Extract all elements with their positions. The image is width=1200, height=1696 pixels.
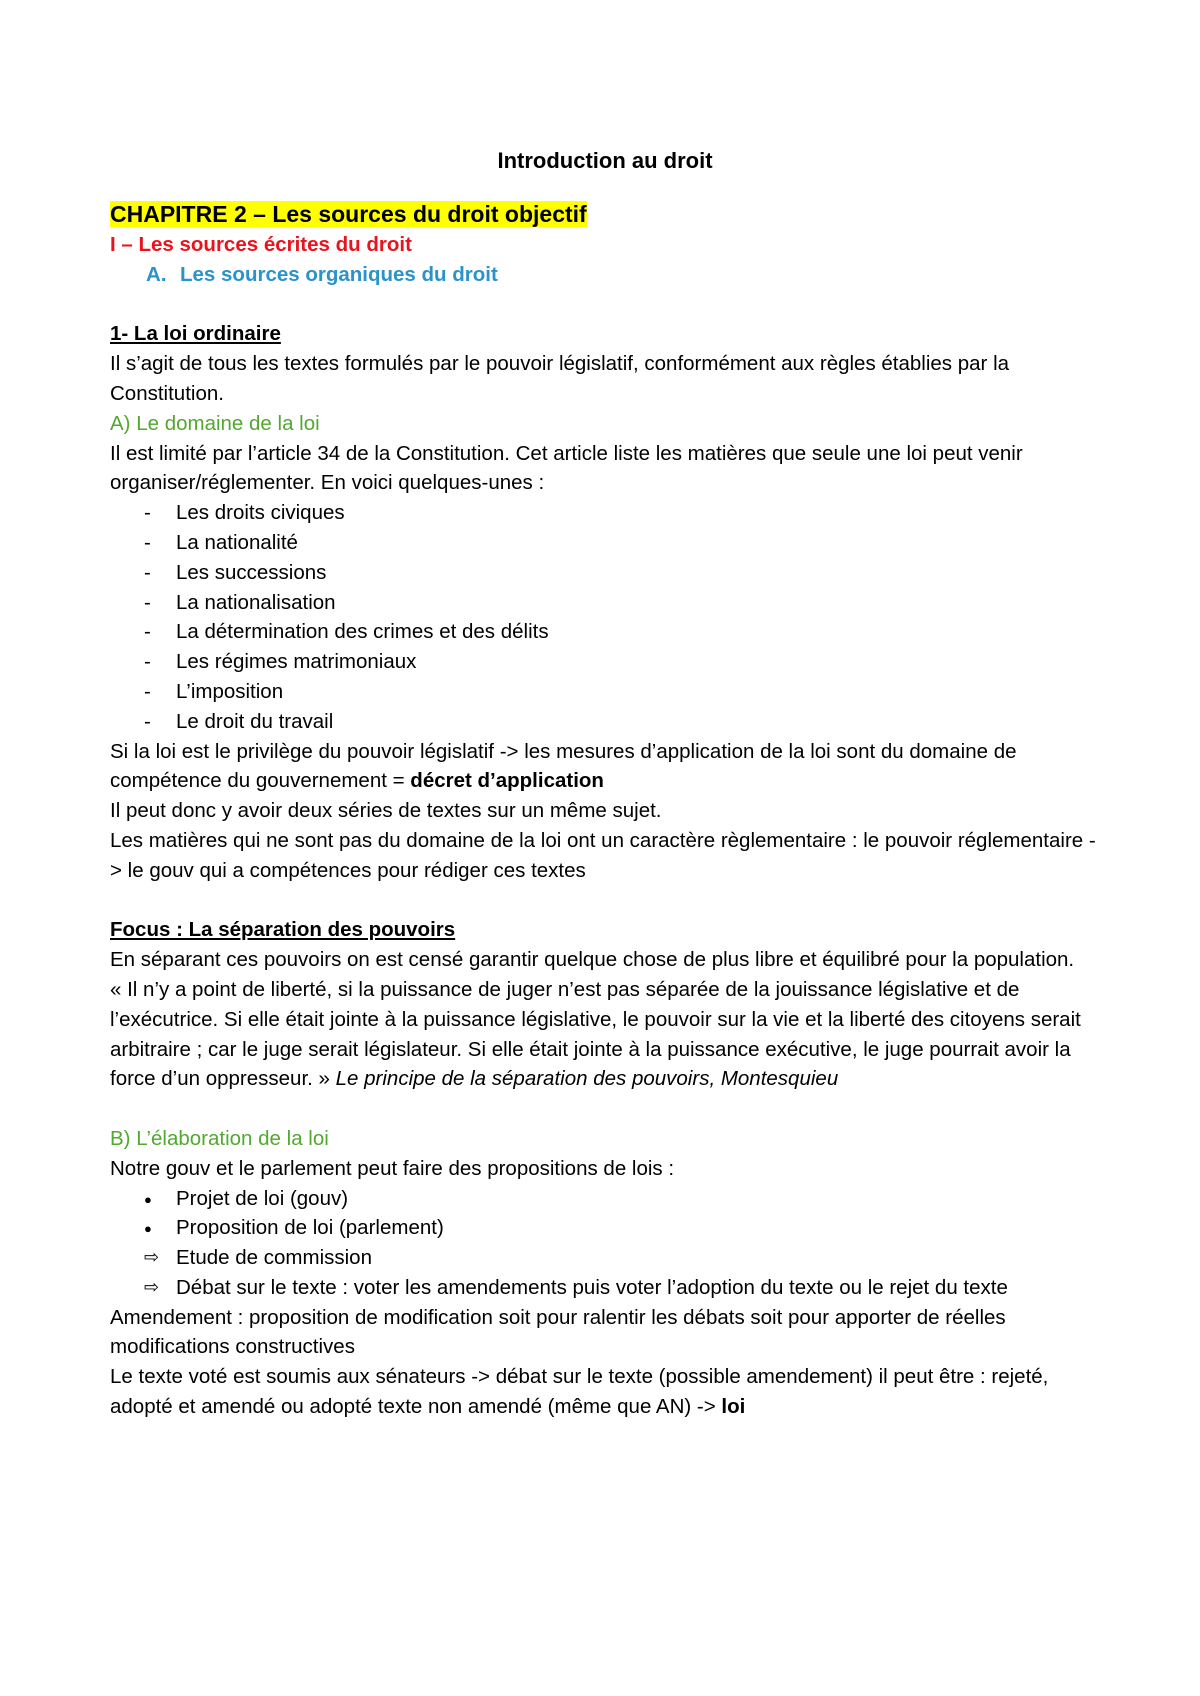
decret-application-term: décret d’application [410,769,604,793]
list-item: - Le droit du travail [110,707,1100,737]
paragraph-reglementaire: Les matières qui ne sont pas du domaine de la loi ont un caractère règlementaire : le pouvoir réglementaire -> le gouv qui a compétences pour rédiger ces textes [110,828,1096,882]
dash-icon: - [144,590,151,614]
list-item: - Les successions [110,558,1100,588]
list-item: - L’imposition [110,677,1100,707]
subpart-letter: A. [146,262,167,286]
paragraph-privilege: Si la loi est le privilège du pouvoir législatif -> les mesures d’application de la loi sont du domaine de compétence du gouvernement = décret d’application [110,739,1017,793]
list-item: - Les régimes matrimoniaux [110,647,1100,677]
paragraph-domaine: Il est limité par l’article 34 de la Constitution. Cet article liste les matières que seule une loi peut venir organiser/réglementer. En voici quelques-unes : [110,441,1023,495]
list-item: - La nationalité [110,528,1100,558]
propositions-list [110,1184,1100,1244]
dash-icon: - [144,560,151,584]
dash-icon: - [144,501,151,525]
arrow-right-icon: ⇨ [144,1276,160,1297]
steps-list [110,1243,1100,1303]
paragraph-intro: Il s’agit de tous les textes formulés par le pouvoir législatif, conformément aux règles établies par la Constitution. [110,352,1010,405]
spacer [110,1094,1100,1124]
document-title: Introduction au droit [497,148,713,173]
dash-icon: - [144,650,151,674]
loi-term: loi [721,1395,746,1419]
focus-heading: Focus : La séparation des pouvoirs [110,918,456,942]
spacer [110,886,1100,916]
matieres-list [110,498,1100,736]
paragraph-focus-intro: En séparant ces pouvoirs on est censé garantir quelque chose de plus libre et équilibré pour la population. [110,948,1075,972]
section-heading-loi-ordinaire: 1- La loi ordinaire [110,322,281,346]
document-body [110,146,1100,1422]
quote-montesquieu: « Il n’y a point de liberté, si la puissance de juger n’est pas séparée de la jouissance législative et de l’exécutrice. Si elle était jointe à la puissance législative, le pouvoir sur la vie et la liberté des citoyens serait arbitraire ; car le juge serait législateur. Si elle était jointe à la puissance exécutive, le juge pourrait avoir la force d’un oppresseur. » Le principe de la séparation des pouvoirs, Montesquieu [110,977,1081,1091]
list-item: ● Proposition de loi (parlement) [110,1213,1100,1243]
list-item: - La nationalisation [110,588,1100,618]
subpart-heading [110,260,1100,290]
list-item: - La détermination des crimes et des délits [110,617,1100,647]
bullet-icon: ● [144,1191,152,1207]
list-item: - Les droits civiques [110,498,1100,528]
dash-icon: - [144,620,151,644]
bullet-icon: ● [144,1221,152,1237]
list-item: ⇨ Etude de commission [110,1243,1100,1273]
part-heading: I – Les sources écrites du droit [110,233,412,256]
subpart-label: Les sources organiques du droit [180,262,498,286]
list-item: ● Projet de loi (gouv) [110,1184,1100,1214]
paragraph-deux-series: Il peut donc y avoir deux séries de textes sur un même sujet. [110,799,662,823]
dash-icon: - [144,530,151,554]
paragraph-elaboration-intro: Notre gouv et le parlement peut faire des propositions de lois : [110,1156,675,1180]
chapter-heading [110,198,1100,230]
arrow-right-icon: ⇨ [144,1247,160,1268]
subsection-heading-domaine: A) Le domaine de la loi [110,411,320,435]
spacer [110,290,1100,320]
subsection-heading-elaboration: B) L’élaboration de la loi [110,1126,329,1150]
quote-source: Le principe de la séparation des pouvoirs, Montesquieu [329,1067,839,1091]
dash-icon: - [144,679,151,703]
chapter-heading-text: CHAPITRE 2 – Les sources du droit objectif [110,201,587,227]
paragraph-senat: Le texte voté est soumis aux sénateurs -> débat sur le texte (possible amendement) il peut être : rejeté, adopté et amendé ou adopté texte non amendé (même que AN) -> loi [110,1365,1049,1419]
dash-icon: - [144,709,151,733]
list-item: ⇨ Débat sur le texte : voter les amendements puis voter l’adoption du texte ou le rejet du texte [110,1273,1100,1303]
paragraph-amendement: Amendement : proposition de modification soit pour ralentir les débats soit pour apporter de réelles modifications constructives [110,1305,1006,1359]
